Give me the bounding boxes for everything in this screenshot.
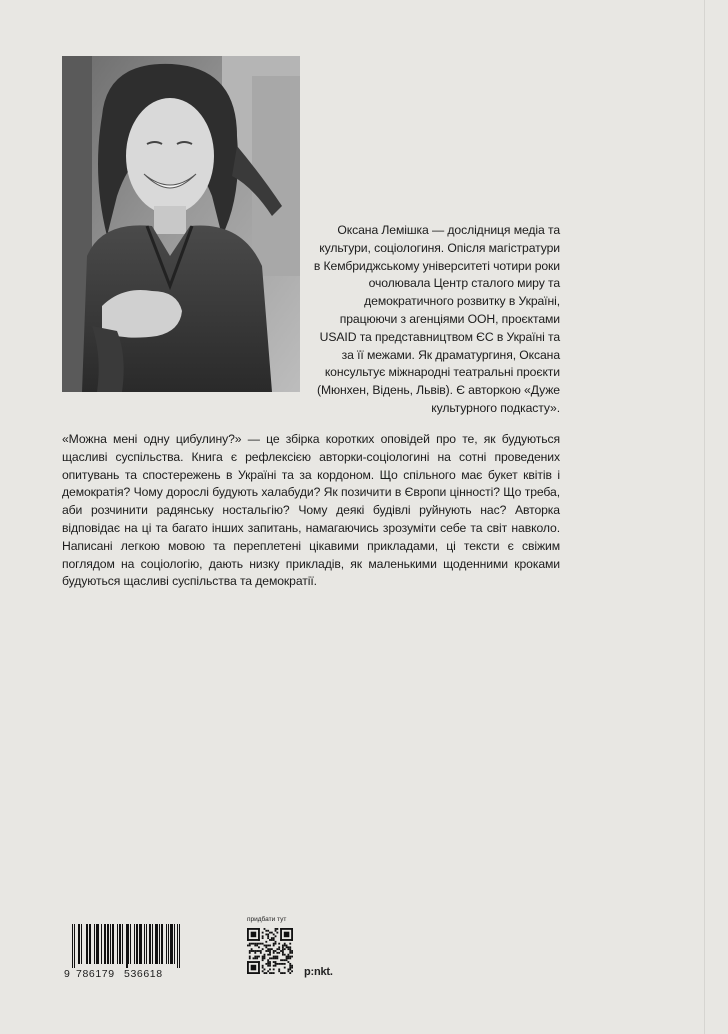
barcode-bars [72,924,180,968]
qr-label: придбати тут [247,916,287,923]
isbn-prefix: 9 [64,968,71,980]
book-description-text: «Можна мені одну цибулину?» — це збірка коротких оповідей про те, як будуються щасливі суспільства. Книга є рефлексією авторки-соціологині на сотні проведених опитувань та спостережень в Україні та за кордоном. Що спільного має букет квітів і демократія? Чому дорослі будують халабуди? Як позичити в Європи цінності? Що треба, аби розчинити радянську ностальгію? Чому деякі будівлі руйнують нас? Авторка відповідає на ці та багато інших запитань, намагаючись зрозуміти себе та світ навколо. Написані легкою мовою та переплетені цікавими прикладами, ці тексти є свіжим поглядом на соціологію, дають низку прикладів, як маленькими щоденними кроками будуються щасливі суспільства та демократії. [62,432,560,589]
isbn-group-2: 536618 [124,968,163,980]
author-bio-text: Оксана Лемішка — дослідниця медіа та культури, соціологиня. Опісля магістратури в Кембриджському університеті чотири роки очолювала Центр сталого миру та демократичного розвитку в Україні, працюючи з агенціями ООН, проєктами USAID та представництвом ЄС в Україні та за її межами. Як драматургиня, Оксана консультує міжнародні театральні проєкти (Мюнхен, Відень, Львів). Є авторкою «Дуже культурного подкасту». [313,223,560,415]
author-bio [313,222,560,418]
author-photo [62,56,300,392]
book-description [62,431,560,591]
publisher-logo: p:nkt. [304,966,333,978]
spine-edge [704,0,705,1034]
qr-code-icon[interactable] [247,928,293,974]
isbn-barcode [62,924,182,984]
isbn-group-1: 786179 [76,968,115,980]
